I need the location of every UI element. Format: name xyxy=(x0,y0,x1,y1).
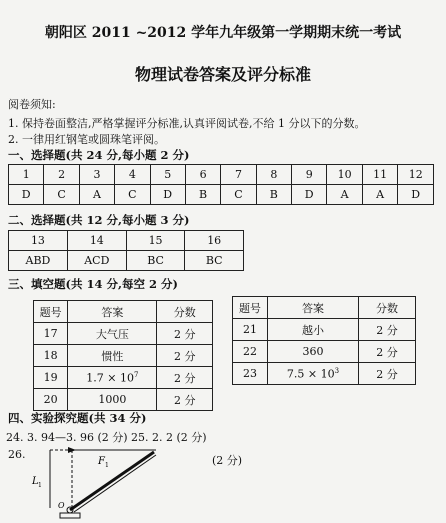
lever-rod-edge xyxy=(74,455,156,512)
section1-heading: 一、选择题(共 24 分,每小题 2 分) xyxy=(8,148,190,162)
table-cell: 11 xyxy=(362,165,398,185)
column-header-score: 分数 xyxy=(157,301,213,323)
notes-heading: 阅卷须知: xyxy=(8,98,56,111)
table-row xyxy=(9,185,434,205)
table-cell: 2 分 xyxy=(359,363,416,385)
answer-exponent: 7 xyxy=(134,370,139,379)
force-label: F xyxy=(98,456,105,467)
table-row xyxy=(34,389,213,411)
table-cell: 大气压 xyxy=(68,323,157,345)
answer-base: 1.7 × 10 xyxy=(86,371,134,385)
table-cell: BC xyxy=(126,251,185,271)
table-cell: D xyxy=(9,185,44,205)
table-cell: 惯性 xyxy=(68,345,157,367)
section2-heading: 二、选择题(共 12 分,每小题 3 分) xyxy=(8,213,190,227)
table-cell: A xyxy=(79,185,114,205)
answers-24-25: 24. 3. 94—3. 96 (2 分) 25. 2. 2 (2 分) xyxy=(6,431,207,444)
section3-left-table xyxy=(33,300,213,411)
support-base xyxy=(60,513,80,518)
section3-heading: 三、填空题(共 14 分,每空 2 分) xyxy=(8,277,178,291)
table-cell: 1000 xyxy=(68,389,157,411)
table-cell: 13 xyxy=(9,231,68,251)
table-cell: C xyxy=(115,185,150,205)
table-cell: 越小 xyxy=(268,319,359,341)
table-row xyxy=(233,297,416,319)
table-cell: 2 xyxy=(44,165,79,185)
table-cell: 2 分 xyxy=(157,389,213,411)
table-cell xyxy=(268,363,359,385)
arm-label: L xyxy=(32,476,39,487)
table-row xyxy=(34,323,213,345)
table-cell: ACD xyxy=(67,251,126,271)
table-cell: 1 xyxy=(9,165,44,185)
table-cell: 2 分 xyxy=(157,367,213,389)
table-cell: C xyxy=(221,185,256,205)
table-cell: 20 xyxy=(34,389,68,411)
table-cell: 6 xyxy=(185,165,220,185)
table-row xyxy=(34,301,213,323)
column-header-number: 题号 xyxy=(233,297,268,319)
table-cell: 2 分 xyxy=(157,345,213,367)
table-row xyxy=(9,165,434,185)
column-header-score: 分数 xyxy=(359,297,416,319)
table-cell: 16 xyxy=(185,231,244,251)
table-cell: D xyxy=(292,185,327,205)
table-cell: C xyxy=(44,185,79,205)
table-cell: 17 xyxy=(34,323,68,345)
table-cell: 18 xyxy=(34,345,68,367)
section2-answer-table xyxy=(8,230,244,271)
table-cell: 10 xyxy=(327,165,363,185)
table-cell: 22 xyxy=(233,341,268,363)
table-cell: 360 xyxy=(268,341,359,363)
table-cell: 3 xyxy=(79,165,114,185)
answer-exponent: 3 xyxy=(334,366,340,375)
notes-line-2: 2. 一律用红钢笔或圆珠笔评阅。 xyxy=(8,133,165,146)
table-cell xyxy=(68,367,157,389)
pivot-label: O xyxy=(58,501,65,510)
table-cell: 23 xyxy=(233,363,268,385)
table-cell: 12 xyxy=(398,165,434,185)
answer-key-title: 物理试卷答案及评分标准 xyxy=(134,65,311,84)
lever-rod xyxy=(70,452,154,510)
column-header-answer: 答案 xyxy=(268,297,359,319)
exam-title: 朝阳区 2011 ~2012 学年九年级第一学期期末统一考试 xyxy=(44,25,402,41)
table-cell: D xyxy=(150,185,185,205)
table-cell: 9 xyxy=(292,165,327,185)
table-cell: A xyxy=(327,185,363,205)
question-26-label: 26. xyxy=(8,448,26,461)
table-row xyxy=(9,231,244,251)
question-26-score: (2 分) xyxy=(212,454,243,467)
table-cell: D xyxy=(398,185,434,205)
table-cell: 14 xyxy=(67,231,126,251)
table-cell: 7 xyxy=(221,165,256,185)
table-cell: 8 xyxy=(256,165,291,185)
table-cell: ABD xyxy=(9,251,68,271)
force-label-sub: 1 xyxy=(105,462,109,469)
section4-heading: 四、实验探究题(共 34 分) xyxy=(8,411,147,425)
column-header-answer: 答案 xyxy=(68,301,157,323)
table-row xyxy=(233,363,416,385)
table-row xyxy=(233,341,416,363)
table-cell: 19 xyxy=(34,367,68,389)
table-row xyxy=(34,345,213,367)
answer-base: 7.5 × 10 xyxy=(286,367,335,381)
table-cell: 2 分 xyxy=(359,341,416,363)
table-cell: 2 分 xyxy=(359,319,416,341)
table-row xyxy=(34,367,213,389)
table-cell: 2 分 xyxy=(157,323,213,345)
table-cell: A xyxy=(362,185,398,205)
column-header-number: 题号 xyxy=(34,301,68,323)
table-cell: B xyxy=(185,185,220,205)
section1-answer-table xyxy=(8,164,434,205)
notes-line-1: 1. 保持卷面整洁,严格掌握评分标准,认真评阅试卷,不给 1 分以下的分数。 xyxy=(8,117,366,130)
table-cell: 5 xyxy=(150,165,185,185)
table-cell: B xyxy=(256,185,291,205)
table-row xyxy=(9,251,244,271)
table-row xyxy=(233,319,416,341)
section3-right-table xyxy=(232,296,416,385)
lever-diagram xyxy=(28,446,188,522)
table-cell: 21 xyxy=(233,319,268,341)
arm-label-sub: 1 xyxy=(38,482,42,489)
table-cell: 15 xyxy=(126,231,185,251)
table-cell: BC xyxy=(185,251,244,271)
table-cell: 4 xyxy=(115,165,150,185)
